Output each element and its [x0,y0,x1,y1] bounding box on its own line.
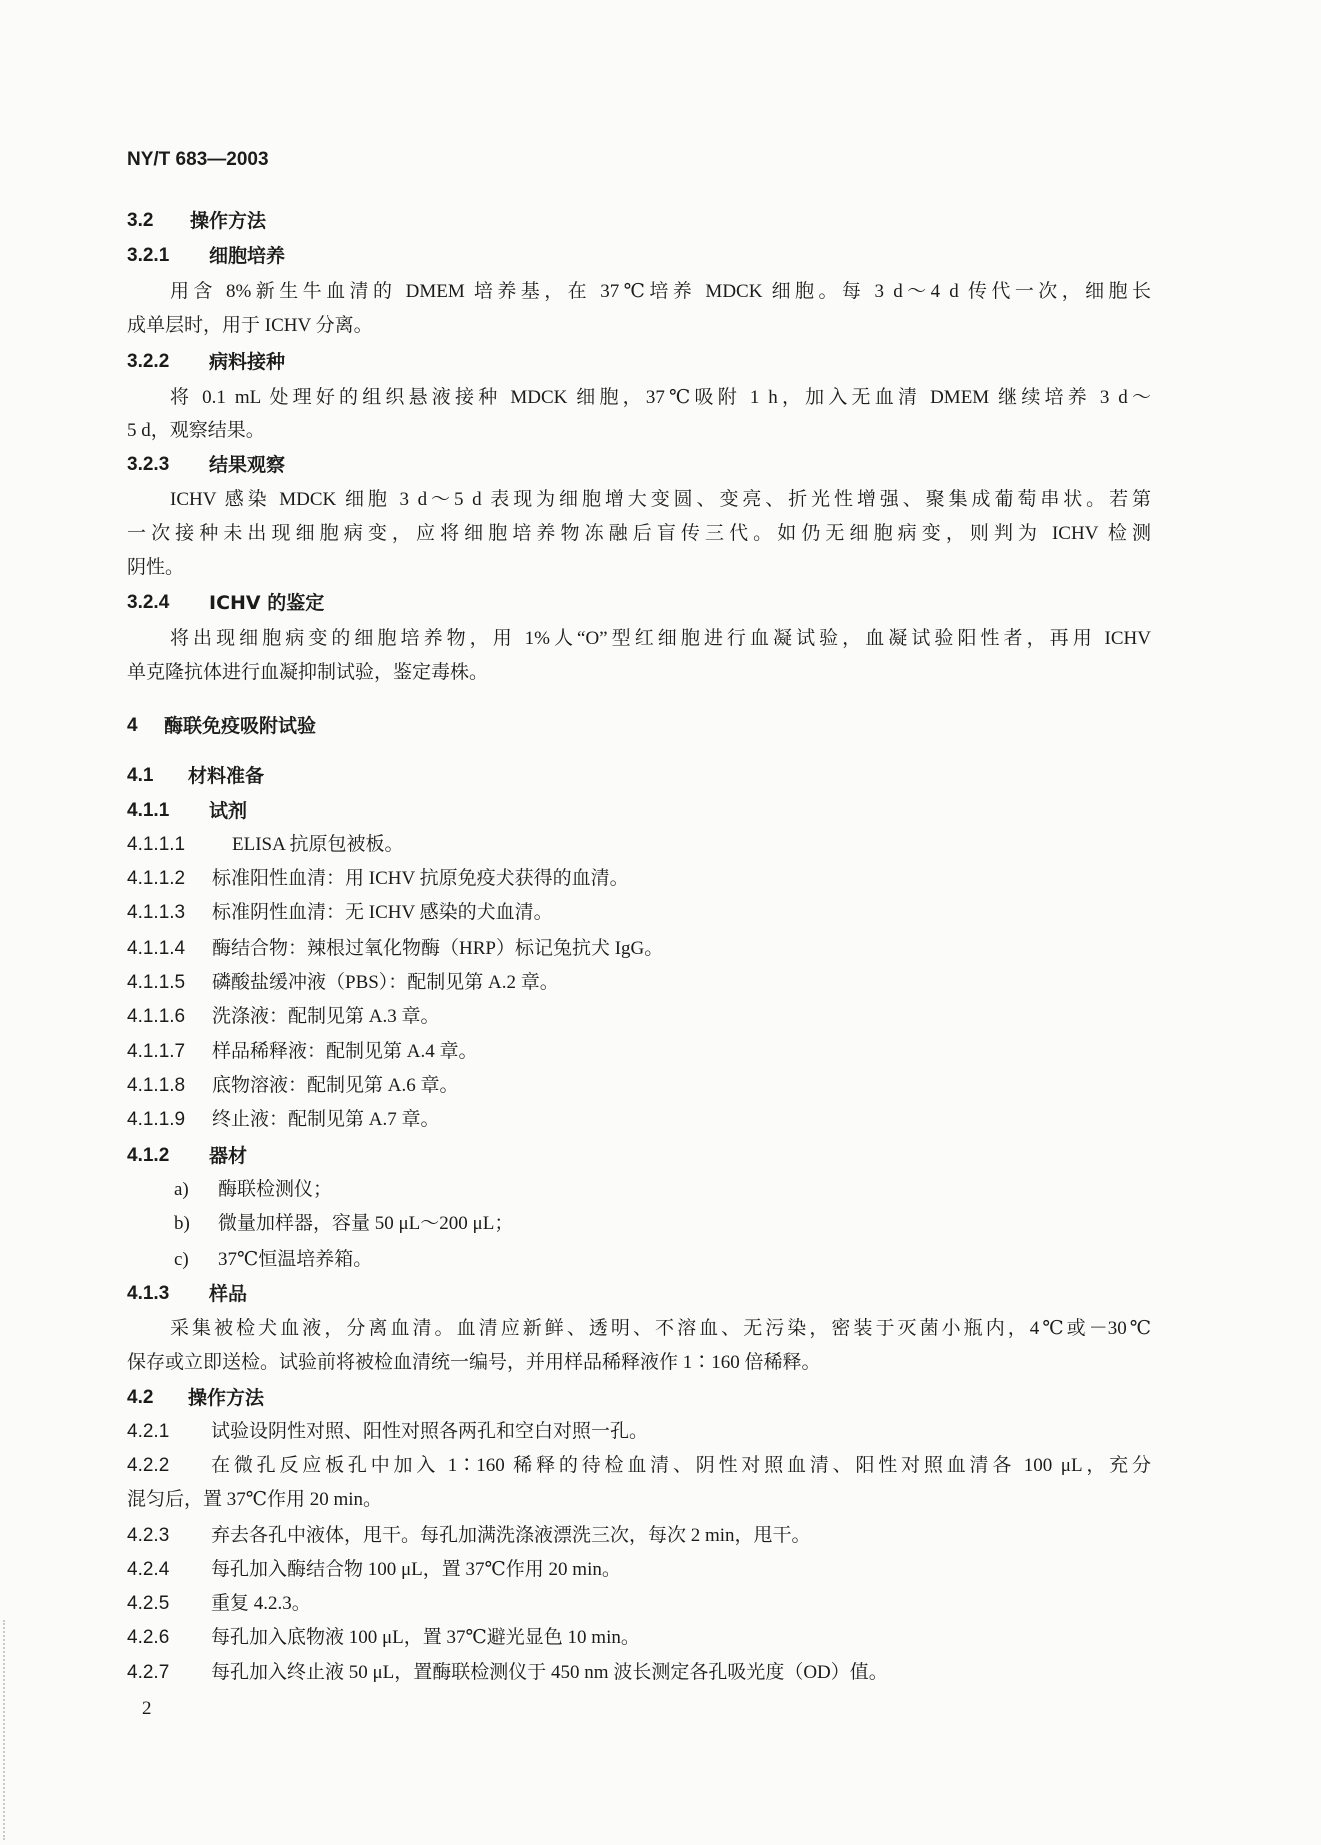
step-number: 4.2.5 [127,1593,170,1614]
step-text: 每孔加入终止液 50 μL，置酶联检测仪于 450 nm 波长测定各孔吸光度（OD）值。 [211,1662,888,1683]
item-text: 终止液：配制见第 A.7 章。 [212,1109,440,1130]
section-number-3-2-1: 3.2.1 [127,245,170,266]
section-title-4-2: 操作方法 [188,1387,265,1409]
item-text: 样品稀释液：配制见第 A.4 章。 [212,1041,478,1062]
section-title-3-2: 操作方法 [190,210,267,232]
paragraph-line: 5 d，观察结果。 [127,420,265,441]
section-title-4-1: 材料准备 [188,765,265,787]
section-number-4-1-1: 4.1.1 [127,800,170,821]
step-text: 每孔加入底物液 100 μL，置 37℃避光显色 10 min。 [211,1627,640,1648]
step-number: 4.2.2 [127,1455,170,1476]
item-text: 洗涤液：配制见第 A.3 章。 [212,1006,440,1027]
paragraph-line: 用含 8%新生牛血清的 DMEM 培养基，在 37℃培养 MDCK 细胞。每 3 d～4 d 传代一次，细胞长 [170,281,1151,302]
section-title-3-2-1: 细胞培养 [209,245,286,267]
item-number: 4.1.1.1 [127,834,186,855]
item-number: 4.1.1.8 [127,1075,186,1096]
list-label: b) [174,1213,190,1234]
scan-edge-mark [3,1620,5,1840]
section-title-4-1-2: 器材 [209,1145,248,1167]
section-number-3-2-4: 3.2.4 [127,592,170,613]
step-number: 4.2.1 [127,1421,170,1442]
paragraph-line: 采集被检犬血液，分离血清。血清应新鲜、透明、不溶血、无污染，密装于灭菌小瓶内，4℃或－30℃ [170,1318,1151,1339]
item-text: 标准阴性血清：无 ICHV 感染的犬血清。 [212,902,553,923]
step-text: 重复 4.2.3。 [211,1593,311,1614]
list-label: a) [174,1179,189,1200]
item-text: 磷酸盐缓冲液（PBS）：配制见第 A.2 章。 [212,972,559,993]
item-text: 酶结合物：辣根过氧化物酶（HRP）标记兔抗犬 IgG。 [212,938,664,959]
paragraph-line: ICHV 感染 MDCK 细胞 3 d～5 d 表现为细胞增大变圆、变亮、折光性增强、聚集成葡萄串状。若第 [170,489,1151,510]
chapter-number-4: 4 [127,715,138,736]
paragraph-line: 将出现细胞病变的细胞培养物，用 1%人“O”型红细胞进行血凝试验，血凝试验阳性者，再用 ICHV [170,628,1151,649]
step-number: 4.2.4 [127,1559,170,1580]
item-number: 4.1.1.6 [127,1006,186,1027]
list-item-text: 37℃恒温培养箱。 [218,1249,373,1270]
paragraph-line: 成单层时，用于 ICHV 分离。 [127,315,373,336]
step-text: 每孔加入酶结合物 100 μL，置 37℃作用 20 min。 [211,1559,621,1580]
step-number: 4.2.7 [127,1662,170,1683]
paragraph-line: 阴性。 [127,557,185,578]
item-number: 4.1.1.9 [127,1109,186,1130]
paragraph-line: 将 0.1 mL 处理好的组织悬液接种 MDCK 细胞，37℃吸附 1 h，加入无血清 DMEM 继续培养 3 d～ [170,387,1151,408]
step-number: 4.2.6 [127,1627,170,1648]
section-number-4-1-2: 4.1.2 [127,1145,170,1166]
item-number: 4.1.1.4 [127,938,186,959]
section-number-3-2: 3.2 [127,210,154,231]
paragraph-line: 单克隆抗体进行血凝抑制试验，鉴定毒株。 [127,662,489,683]
step-text: 弃去各孔中液体，甩干。每孔加满洗涤液漂洗三次，每次 2 min，甩干。 [211,1525,811,1546]
step-text: 在微孔反应板孔中加入 1∶160 稀释的待检血清、阴性对照血清、阳性对照血清各 100 μL，充分 [211,1455,1151,1476]
step-text: 混匀后，置 37℃作用 20 min。 [127,1489,383,1510]
section-title-3-2-4: ICHV 的鉴定 [209,592,325,614]
item-text: 标准阳性血清：用 ICHV 抗原免疫犬获得的血清。 [212,868,629,889]
section-number-3-2-2: 3.2.2 [127,351,170,372]
paragraph-line: 保存或立即送检。试验前将被检血清统一编号，并用样品稀释液作 1∶160 倍稀释。 [127,1352,821,1373]
item-text: 底物溶液：配制见第 A.6 章。 [212,1075,459,1096]
list-label: c) [174,1249,189,1270]
document-code: NY/T 683—2003 [127,149,269,170]
section-number-3-2-3: 3.2.3 [127,454,170,475]
chapter-title-4: 酶联免疫吸附试验 [164,715,317,737]
item-number: 4.1.1.5 [127,972,186,993]
list-item-text: 酶联检测仪； [218,1179,333,1200]
item-number: 4.1.1.3 [127,902,186,923]
step-number: 4.2.3 [127,1525,170,1546]
step-text: 试验设阴性对照、阳性对照各两孔和空白对照一孔。 [211,1421,649,1442]
section-number-4-2: 4.2 [127,1387,154,1408]
list-item-text: 微量加样器，容量 50 μL～200 μL； [218,1213,514,1234]
section-number-4-1: 4.1 [127,765,154,786]
item-number: 4.1.1.2 [127,868,186,889]
section-title-4-1-1: 试剂 [209,800,248,822]
item-number: 4.1.1.7 [127,1041,186,1062]
paragraph-line: 一次接种未出现细胞病变，应将细胞培养物冻融后盲传三代。如仍无细胞病变，则判为 ICHV 检测 [127,523,1151,544]
section-title-3-2-3: 结果观察 [209,454,286,476]
section-number-4-1-3: 4.1.3 [127,1283,170,1304]
section-title-4-1-3: 样品 [209,1283,248,1305]
page-number: 2 [142,1698,152,1719]
section-title-3-2-2: 病料接种 [209,351,286,373]
item-text: ELISA 抗原包被板。 [232,834,404,855]
